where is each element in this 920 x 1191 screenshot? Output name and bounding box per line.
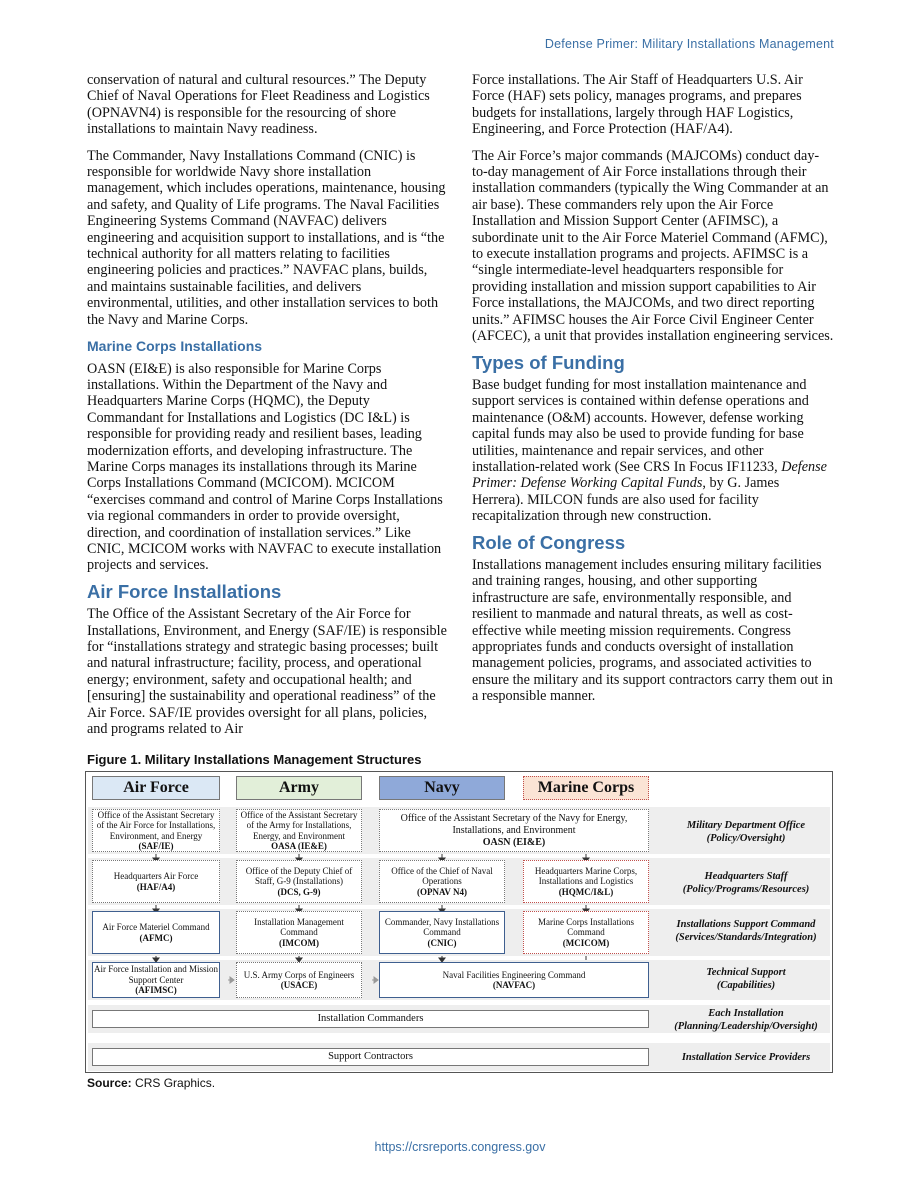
afmc-box [92, 911, 220, 954]
paragraph: The Office of the Assistant Secretary of the Air Force for Installations, Environment, and Energy (SAF/IE) is responsible for “installations strategy and strategic basing processes; built and natural infrastructure; facility, process, and operational energy; environment, safety and occupational health; and [ensuring] the sustainability and operational readiness” of the Air Force. SAF/IE provides oversight for all plans, policies, and programs related to Air [87, 606, 447, 738]
row-label-sub: (Services/Standards/Integration) [675, 932, 817, 943]
box-abbr: (DCS, G-9) [277, 886, 321, 897]
paragraph [472, 377, 834, 525]
funding-heading: Types of Funding [472, 351, 625, 373]
paragraph: Installations management includes ensuring military facilities and training ranges, housing, and other supporting infrastructure are safe, environmentally responsible, and resilient to manmade and natural threats, as well as cost-effective while meeting mission requirements. Congress appropriates funds and conducts oversight of installation management policies, programs, and associated activities to ensure the military and its support contractors carry them out in a responsible manner. [472, 556, 833, 705]
mcicom-box [523, 911, 649, 954]
figure-source [87, 1076, 215, 1090]
box-abbr: (USACE) [280, 980, 318, 990]
row-label [666, 819, 826, 845]
cnic-box [379, 911, 505, 954]
source-text: CRS Graphics. [135, 1076, 216, 1090]
org-chart-figure [85, 771, 833, 1073]
row-label [666, 1051, 826, 1064]
afimsc-box [92, 962, 220, 998]
box-abbr: OASN (EI&E) [482, 836, 546, 848]
row-label-sub: (Planning/Leadership/Oversight) [674, 1021, 818, 1032]
box-abbr: (NAVFAC) [492, 980, 536, 990]
box-abbr: (IMCOM) [279, 937, 319, 948]
row-label [666, 870, 826, 896]
imcom-box [236, 911, 362, 954]
box-abbr: (CNIC) [427, 937, 457, 948]
navy-header: Navy [379, 776, 505, 800]
box-text: Office of the Deputy Chief of Staff, G-9 (Installations) [245, 865, 353, 887]
row-label-title: Technical Support [706, 967, 786, 978]
row-label-sub: (Policy/Oversight) [706, 833, 786, 844]
hqmc-il-box [523, 860, 649, 903]
box-text: Office of the Chief of Naval Operations [391, 865, 493, 887]
arrow-head [374, 977, 378, 983]
row-label-title: Each Installation [708, 1008, 784, 1019]
box-abbr: (SAF/IE) [138, 841, 174, 851]
paragraph-text: Base budget funding for most installation maintenance and support services is contained within defense operations and maintenance (O&M) accounts. However, defense working capital funds may also be used to provide funding for base utilities, maintenance and repair services, and other installation-related work (See CRS In Focus IF11233, [472, 376, 809, 475]
army-header: Army [236, 776, 362, 800]
box-text: Headquarters Air Force [113, 871, 199, 881]
figure-title: Figure 1. Military Installations Management Structures [87, 752, 422, 767]
box-abbr: OASA (IE&E) [271, 841, 327, 851]
box-text: Headquarters Marine Corps, Installations and Logistics [534, 865, 638, 887]
box-text: Office of the Assistant Secretary of the Army for Installations, Energy, and Environment [240, 809, 358, 841]
footer-link[interactable]: https://crsreports.congress.gov [374, 1140, 546, 1154]
navfac-box [379, 962, 649, 998]
box-abbr: (OPNAV N4) [417, 886, 467, 897]
paragraph: The Air Force’s major commands (MAJCOMs) conduct day-to-day management of Air Force installations through their installation commanders (typically the Wing Commander at an air base). These commanders rely upon the Air Force Installation and Mission Support Center (AFIMSC), a subordinate unit to the Air Force Materiel Command (AFMC), to execute installation programs and projects. AFIMSC is a “single intermediate-level headquarters responsible for providing installation and mission support capabilities to Air Force installations, the MAJCOMs, and two direct reporting units.” AFIMSC houses the Air Force Civil Engineer Center (AFCEC), a unit that provides installation engineering services. [472, 147, 834, 345]
row-label-title: Installations Support Command [676, 919, 816, 930]
box-abbr: (AFIMSC) [135, 985, 177, 996]
box-text: Marine Corps Installations Command [538, 916, 634, 938]
paragraph: The Commander, Navy Installations Command (CNIC) is responsible for worldwide Navy shore installation management, which includes operations, maintenance, housing and safety, and Quality of Life programs. The Naval Facilities Engineering Systems Command (NAVFAC) delivers engineering and acquisition support to installations, and is “the technical authority for all matters relating to facilities engineering policies and practices.” NAVFAC plans, builds, and maintains sustainable facilities, and delivers environmental, utilities, and other installation services to both the Navy and Marine Corps. [87, 147, 446, 328]
box-abbr: (AFMC) [139, 932, 173, 943]
row-label-sub: (Policy/Programs/Resources) [682, 884, 810, 895]
box-text: Naval Facilities Engineering Command [442, 969, 586, 980]
haf-a4-box [92, 860, 220, 903]
box-text: U.S. Army Corps of Engineers [243, 969, 355, 980]
box-abbr: (HQMC/I&L) [558, 886, 614, 897]
arrow-head [230, 977, 234, 983]
box-text: Air Force Installation and Mission Support Center [94, 964, 218, 985]
installation-commanders-box: Installation Commanders [92, 1010, 649, 1028]
box-text: Installation Management Command [254, 916, 344, 938]
right-column [472, 72, 834, 715]
left-column [87, 72, 449, 747]
congress-heading: Role of Congress [472, 531, 626, 553]
usace-box [236, 962, 362, 998]
row-label [666, 966, 826, 992]
saf-ie-box [92, 809, 220, 852]
air-force-heading: Air Force Installations [87, 580, 282, 602]
citation-title: Defense Primer: Defense Working Capital Funds [472, 458, 827, 492]
paragraph: conservation of natural and cultural resources.” The Deputy Chief of Naval Operations for Fleet Readiness and Logistics (OPNAVN4) is responsible for the resourcing of shore installations to maintain Navy readiness. [87, 72, 430, 138]
box-text: Office of the Assistant Secretary of the Navy for Energy, Installations, and Environment [400, 812, 628, 836]
row-label-title: Installation Service Providers [681, 1052, 811, 1063]
dcs-g9-box [236, 860, 362, 903]
paragraph-text: , by G. James Herrera). MILCON funds are also used for facility recapitalization through new construction. [472, 475, 780, 525]
marine-corps-header: Marine Corps [523, 776, 649, 800]
box-text: Air Force Materiel Command [102, 922, 210, 932]
running-header: Defense Primer: Military Installations Management [544, 37, 834, 51]
support-contractors-box: Support Contractors [92, 1048, 649, 1066]
oasn-eie-box [379, 809, 649, 852]
box-text: Commander, Navy Installations Command [384, 916, 500, 938]
source-label: Source: [87, 1076, 132, 1090]
row-label-sub: (Capabilities) [716, 980, 776, 991]
air-force-header: Air Force [92, 776, 220, 800]
box-abbr: (MCICOM) [562, 937, 610, 948]
paragraph: OASN (EI&E) is also responsible for Marine Corps installations. Within the Department of the Navy and Headquarters Marine Corps (HQMC), the Deputy Commandant for Installations and Logistics (DC I&L) is responsible for providing ready and resilient bases, leading modernization efforts, and developing infrastructure. The Marine Corps manages its installations through its Marine Corps Installations Command (MCICOM). MCICOM “exercises command and control of Marine Corps Installations via regional commanders in order to provide oversight, direction, and coordination of installation services.” Like CNIC, MCICOM works with NAVFAC to execute installation projects and services. [87, 360, 443, 574]
row-label-title: Military Department Office [686, 820, 806, 831]
row-label-title: Headquarters Staff [704, 871, 788, 882]
opnav-n4-box [379, 860, 505, 903]
paragraph: Force installations. The Air Staff of Headquarters U.S. Air Force (HAF) sets policy, manages programs, and prepares budgets for installations, largely through HAF Logistics, Engineering, and Force Protection (HAF/A4). [472, 72, 803, 138]
row-label [666, 1007, 826, 1033]
row-label [666, 918, 826, 944]
box-abbr: (HAF/A4) [136, 881, 176, 892]
oasa-iee-box [236, 809, 362, 852]
marine-corps-heading: Marine Corps Installations [87, 338, 263, 355]
box-text: Office of the Assistant Secretary of the Air Force for Installations, Environment, and Energy [96, 809, 216, 841]
